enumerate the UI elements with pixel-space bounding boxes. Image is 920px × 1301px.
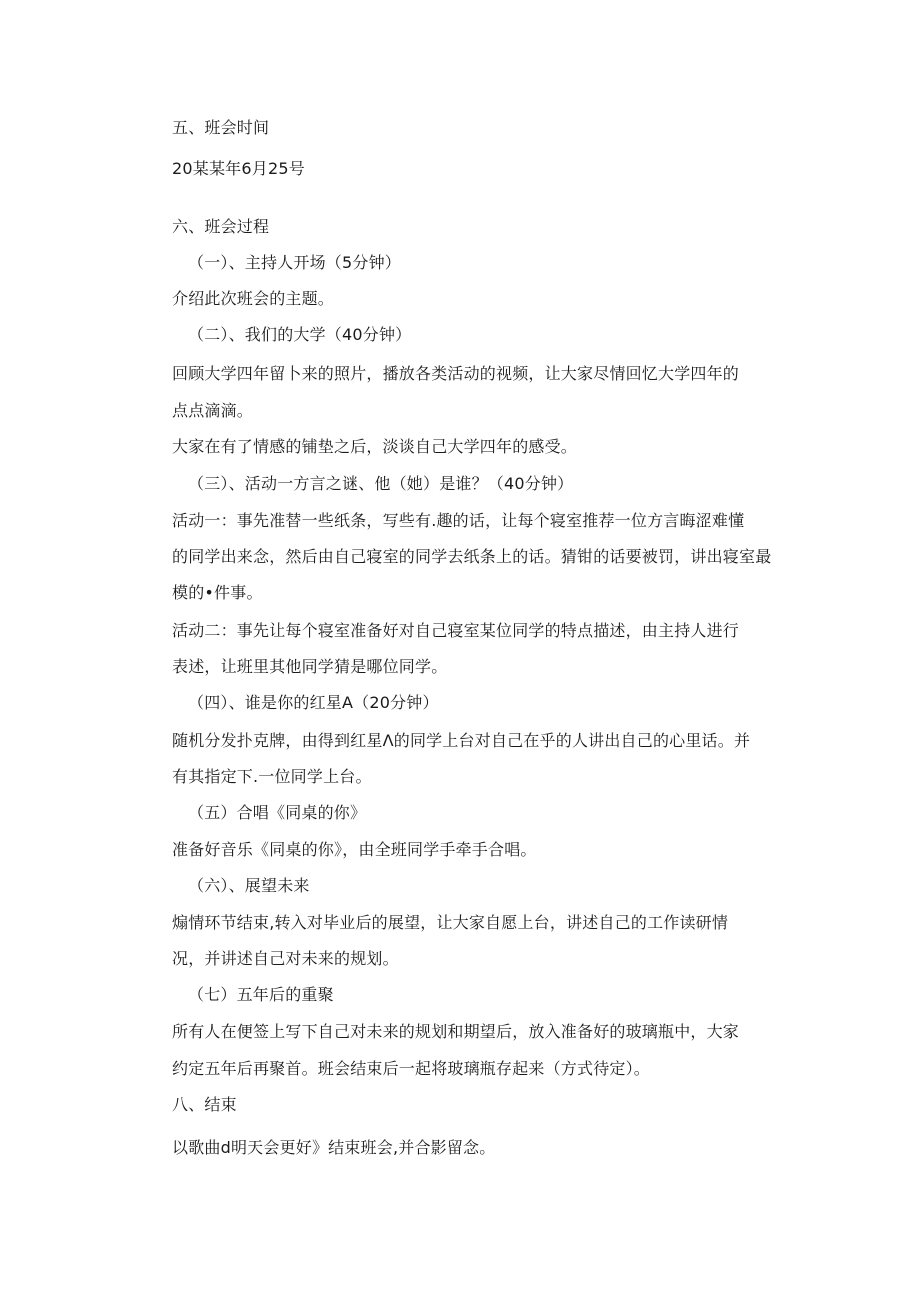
part7-title: （七）五年后的重聚 <box>188 985 334 1004</box>
part6-body-line2: 况，并讲述自己对未来的规划。 <box>172 949 399 968</box>
end-body: 以歌曲d明天会更好》结束班会,并合影留念。 <box>172 1138 496 1157</box>
part4-body-line2: 有其指定下.一位同学上台。 <box>172 767 372 786</box>
part4-body-line1: 随机分发扑克牌，由得到红星Λ的同学上台对自己在乎的人讲出自己的心里话。并 <box>172 731 751 750</box>
part6-title: （六）、展望未来 <box>188 876 310 895</box>
part3-activity1-line1: 活动一：事先准替一些纸条，写些有.趣的话，让每个寝室推荐一位方言晦涩难懂 <box>172 511 745 530</box>
part7-body-line2: 约定五年后再聚首。班会结束后一起将玻璃瓶存起来（方式待定）。 <box>172 1059 651 1078</box>
part3-title: （三）、活动一方言之谜、他（她）是谁？（40分钟） <box>188 474 574 493</box>
part3-activity2-line2: 表述，让班里其他同学猜是哪位同学。 <box>172 657 448 676</box>
part2-body2: 大家在有了情感的铺垫之后，淡谈自己大学四年的感受。 <box>172 437 578 456</box>
part3-activity1-line3: 模的•件事。 <box>172 583 263 602</box>
section-heading-end: 八、结束 <box>172 1095 237 1114</box>
meeting-date: 20某某年6月25号 <box>172 159 305 178</box>
part2-title: （二）、我们的大学（40分钟） <box>188 325 412 344</box>
part1-body: 介绍此次班会的主题。 <box>172 289 335 308</box>
section-heading-process: 六、班会过程 <box>172 217 270 236</box>
part2-body-line1: 回顾大学四年留卜来的照片，播放各类活动的视频，让大家尽情回忆大学四年的 <box>172 364 740 383</box>
part5-body: 准备好音乐《同桌的你》，由全班同学手牵手合唱。 <box>172 840 537 859</box>
part1-title: （一）、主持人开场（5分钟） <box>188 253 401 272</box>
part3-activity1-line2: 的同学出来念，然后由自己寝室的同学去纸条上的话。猜钳的话要被罚，讲出寝室最 <box>172 547 772 566</box>
part4-title: （四）、谁是你的红星A（20分钟） <box>188 693 439 712</box>
part3-activity2-line1: 活动二：事先让每个寝室准备好对自己寝室某位同学的特点描述，由主持人进行 <box>172 621 740 640</box>
part7-body-line1: 所有人在便签上写下自己对未来的规划和期望后，放入准备好的玻璃瓶中，大家 <box>172 1022 740 1041</box>
part6-body-line1: 煽情环节结束,转入对毕业后的展望，让大家自愿上台，讲述自己的工作读研情 <box>172 913 729 932</box>
part5-title: （五）合唱《同桌的你》 <box>188 803 367 822</box>
part2-body-line2: 点点滴滴。 <box>172 401 254 420</box>
section-heading-time: 五、班会时间 <box>172 118 270 137</box>
